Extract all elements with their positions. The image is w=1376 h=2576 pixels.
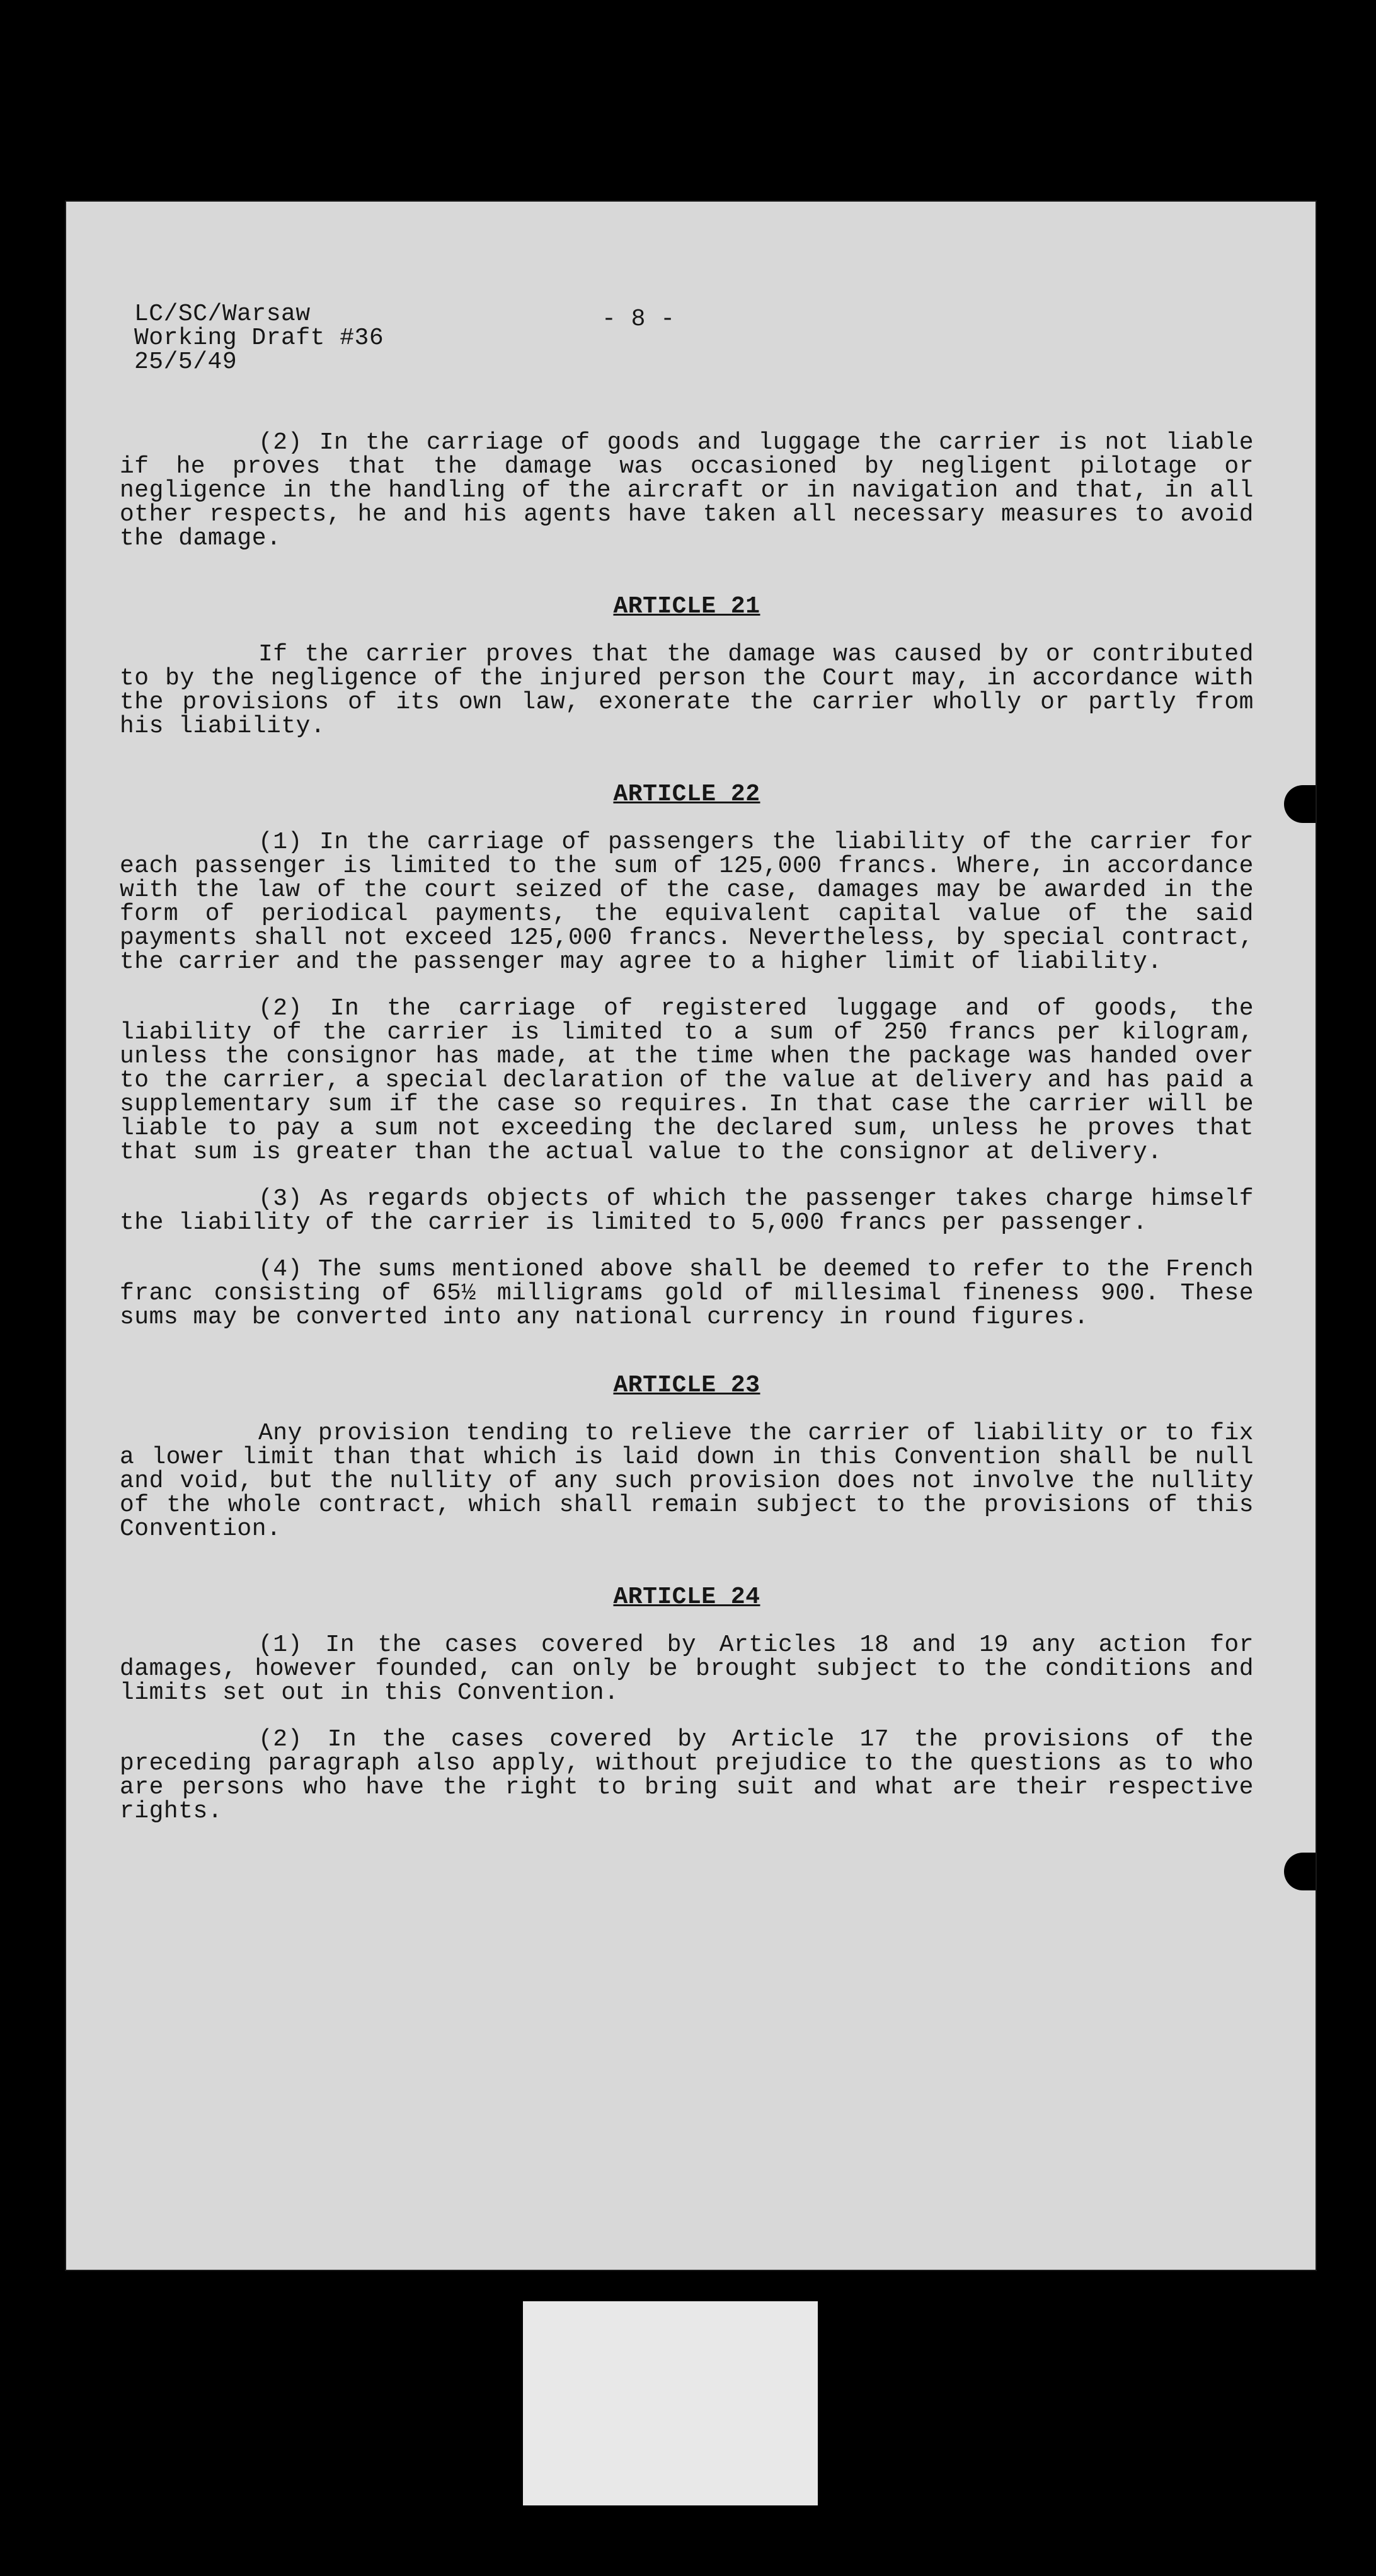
paragraph: [120, 1422, 1254, 1541]
paragraph: [120, 831, 1254, 974]
punch-hole: [1284, 1853, 1316, 1890]
paragraph-text: (3) As regards objects of which the passenger takes charge himself the liability of the carrier is limited to 5,000 francs per passenger.: [120, 1185, 1254, 1236]
document-body: [120, 431, 1254, 1846]
reference-line-2: Working Draft #36: [134, 325, 384, 352]
paragraph-text: Any provision tending to relieve the carrier of liability or to fix a lower limit than that which is laid down in this Convention shall be null and void, but the nullity of any such provision does not involve the nullity of the whole contract, which shall remain subject to the provisions of this Convention.: [120, 1420, 1254, 1543]
paragraph-text: (1) In the carriage of passengers the liability of the carrier for each passenger is limited to the sum of 125,000 francs. Where, in accordance with the law of the court seized of the case, damages may be awarded in the form of periodical payments, the equivalent capital value of the said payments shall not exceed 125,000 francs. Nevertheless, by special contract, the carrier and the passenger may agree to a higher limit of liability.: [120, 829, 1254, 975]
punch-hole: [1284, 785, 1316, 823]
paragraph: [120, 431, 1254, 551]
document-reference: [134, 302, 384, 374]
blank-target-card: [523, 2301, 818, 2505]
paragraph: [120, 1258, 1254, 1330]
paragraph: [120, 1728, 1254, 1824]
document-page: [66, 202, 1316, 2270]
paragraph-text: (2) In the cases covered by Article 17 the provisions of the preceding paragraph also apply, without prejudice to the questions as to who are persons who have the right to bring suit and what are their respective rights.: [120, 1726, 1254, 1825]
paragraph: [120, 1187, 1254, 1235]
paragraph-text: (1) In the cases covered by Articles 18 and 19 any action for damages, however founded, can only be brought subject to the conditions and limits set out in this Convention.: [120, 1631, 1254, 1706]
paragraph-text: If the carrier proves that the damage was caused by or contributed to by the negligence of the injured person the Court may, in accordance with the provisions of its own law, exonerate the carrier wholly or partly from his liability.: [120, 641, 1254, 740]
article-heading: ARTICLE 24: [613, 1584, 760, 1611]
paragraph-text: (2) In the carriage of registered luggage and of goods, the liability of the carrier is limited to a sum of 250 francs per kilogram, unless the consignor has made, at the time when the package was handed over to the carrier, a special declaration of the value at delivery and has paid a supplementary sum if the case so requires. In that case the carrier will be liable to pay a sum not exceeding the declared sum, unless he proves that that sum is greater than the actual value to the consignor at delivery.: [120, 995, 1254, 1166]
paragraph-text: (4) The sums mentioned above shall be deemed to refer to the French franc consisting of 65½ milligrams gold of millesimal fineness 900. These sums may be converted into any national currency in round figures.: [120, 1256, 1254, 1331]
paragraph: [120, 643, 1254, 739]
article-heading: ARTICLE 23: [613, 1372, 760, 1399]
reference-line-3: 25/5/49: [134, 348, 238, 376]
article-heading: ARTICLE 22: [613, 781, 760, 808]
paragraph: [120, 997, 1254, 1164]
reference-line-1: LC/SC/Warsaw: [134, 301, 311, 328]
paragraph-text: (2) In the carriage of goods and luggage the carrier is not liable if he proves that the damage was occasioned by negligent pilotage or negligence in the handling of the aircraft or in navigation and that, in all other respects, he and his agents have taken all necessary measures to avoid the damage.: [120, 429, 1254, 552]
page-number: - 8 -: [602, 306, 675, 333]
paragraph: [120, 1633, 1254, 1705]
article-heading: ARTICLE 21: [613, 593, 760, 620]
